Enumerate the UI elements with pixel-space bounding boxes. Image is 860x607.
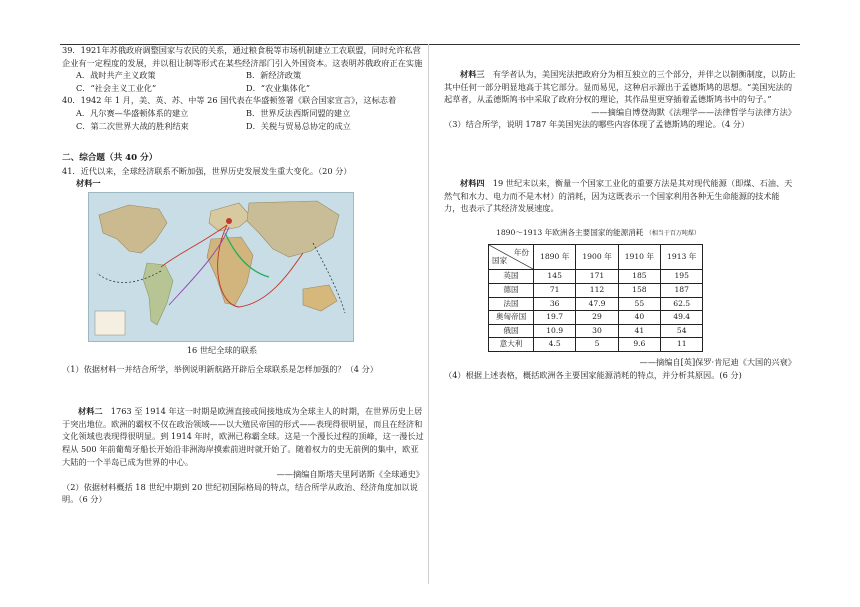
value-cell: 195	[661, 270, 703, 284]
value-cell: 112	[576, 283, 618, 297]
table-row	[489, 283, 703, 297]
material1-label: 材料一	[76, 178, 101, 189]
value-cell: 158	[618, 283, 660, 297]
material4-paragraph	[444, 177, 796, 215]
material3-text: 有学者认为，美国宪法把政府分为相互独立的三个部分，并伴之以制衡制度，以防止其中任何一部分明显地高于其它部分。显而易见，这种启示源出于孟德斯鸠的思想。“美国宪法的起草者，从孟德斯鸠书中采取了政府分权的理论，其作品里更穿插着孟德斯鸠书中的句子。”	[444, 69, 796, 105]
q39-options	[62, 69, 424, 94]
map-caption: 16 世纪全球的联系	[186, 344, 258, 355]
year-header: 1913 年	[661, 245, 703, 270]
table-corner	[489, 245, 534, 270]
table-row	[489, 324, 703, 338]
q41-part1: （1）依据材料一并结合所学，举例说明新航路开辟后全球联系是怎样加强的？（4 分）	[62, 363, 378, 374]
left-column	[62, 44, 424, 506]
value-cell: 47.9	[576, 297, 618, 311]
material3-paragraph	[444, 68, 796, 106]
country-cell: 德国	[489, 283, 534, 297]
material2-paragraph	[62, 405, 424, 468]
q40-stem: 40．1942 年 1 月，美、英、苏、中等 26 国代表在华盛顿签署《联合国家宣言》，这标志着	[62, 95, 397, 106]
value-cell: 30	[576, 324, 618, 338]
corner-year-label: 年份	[513, 248, 529, 258]
table-source: ——摘编自[英]保罗·肯尼迪《大国的兴衰》	[639, 356, 796, 367]
value-cell: 185	[618, 270, 660, 284]
q40-option-b: B．世界反法西斯同盟的建立	[246, 107, 351, 118]
table-row	[489, 297, 703, 311]
q39-option-b: B．新经济政策	[246, 70, 302, 81]
section-title: 二、综合题（共 40 分）	[62, 153, 158, 164]
table-title: 1890～1913 年欧洲各主要国家的能源消耗	[496, 227, 644, 237]
table-unit: （相当于百万吨煤）	[645, 229, 700, 237]
material4-text: 19 世纪末以来，衡量一个国家工业化的重要方法是其对现代能源（即煤、石油、天然气和水力、电力而不是木材）的消耗，因为这既表示一个国家利用各种无生命能源的技术能力，也表示了其经济发展速度。	[444, 177, 793, 214]
country-cell: 俄国	[489, 324, 534, 338]
country-cell: 奥匈帝国	[489, 311, 534, 325]
world-map-graphic	[89, 193, 353, 341]
value-cell: 9.6	[618, 338, 660, 352]
q41-part2: （2）依据材料概括 18 世纪中期到 20 世纪初国际格局的特点，结合所学从政治、经济角度加以说明。（6 分）	[62, 481, 418, 505]
table-header-row	[489, 245, 703, 270]
value-cell: 55	[618, 297, 660, 311]
right-column	[444, 60, 796, 381]
value-cell: 5	[576, 338, 618, 352]
value-cell: 41	[618, 324, 660, 338]
value-cell: 11	[661, 338, 703, 352]
q41-part4: （4）根据上述表格，概括欧洲各主要国家能源消耗的特点，并分析其原因。(6 分)	[444, 369, 742, 380]
table-row	[489, 311, 703, 325]
q39-option-d: D．“农业集体化”	[246, 82, 311, 93]
value-cell: 4.5	[534, 338, 576, 352]
q40-option-d: D．关税与贸易总协定的成立	[246, 120, 351, 131]
material4-label: 材料四	[460, 177, 485, 188]
value-cell: 19.7	[534, 311, 576, 325]
value-cell: 71	[534, 283, 576, 297]
q39-stem: 39．1921年苏俄政府调整国家与农民的关系，通过粮食税等市场机制建立工农联盟，同时允许私营企业有一定程度的发展，并以租让制等形式在某些经济部门引入外国资本。这表明苏俄政府正在实施	[62, 45, 423, 68]
corner-country-label: 国家	[492, 255, 508, 265]
year-header: 1900 年	[576, 245, 618, 270]
q39-option-c: C．“社会主义工业化”	[76, 82, 157, 93]
value-cell: 54	[661, 324, 703, 338]
value-cell: 49.4	[661, 311, 703, 325]
country-cell: 法国	[489, 297, 534, 311]
q40-option-c: C．第二次世界大战的胜利结束	[76, 120, 189, 131]
value-cell: 36	[534, 297, 576, 311]
q40-options	[62, 107, 424, 132]
value-cell: 40	[618, 311, 660, 325]
material3-label: 材料三	[460, 69, 485, 79]
value-cell: 171	[576, 270, 618, 284]
value-cell: 29	[576, 311, 618, 325]
year-header: 1910 年	[618, 245, 660, 270]
value-cell: 62.5	[661, 297, 703, 311]
value-cell: 10.9	[534, 324, 576, 338]
table-row	[489, 270, 703, 284]
country-cell: 英国	[489, 270, 534, 284]
world-map-image	[88, 192, 354, 342]
q39-option-a: A．战时共产主义政策	[76, 70, 156, 81]
material2-source: ——摘编自斯塔夫里阿诺斯《全球通史》	[276, 469, 424, 480]
energy-table	[488, 244, 703, 352]
material2-label: 材料二	[78, 406, 103, 417]
material2-text: 1763 至 1914 年这一时期是欧洲直接或间接地成为全球主人的时期，在世界历史上居于突出地位。欧洲的霸权不仅在政治领域——以大殖民帝国的形式——表现得很明显，而且在经济和文化领域也表现得很明显。到 1914 年时，欧洲已称霸全球。这是一个漫长过程的顶峰，这一漫长过程从 500 年前葡萄牙船长开始沿非洲海岸摸索前进时就开始了。随着权力的史无前例的集中，欧亚大陆的一个半岛已成为世界的中心。	[62, 406, 424, 467]
table-title-line	[496, 227, 796, 241]
value-cell: 145	[534, 270, 576, 284]
column-divider	[428, 44, 429, 584]
value-cell: 187	[661, 283, 703, 297]
q41-part3: （3）结合所学，说明 1787 年美国宪法的哪些内容体现了孟德斯鸠的理论。（4 分）	[444, 119, 750, 130]
country-cell: 意大利	[489, 338, 534, 352]
table-row	[489, 338, 703, 352]
q41-stem: 41．近代以来，全球经济联系不断加强，世界历史发展发生重大变化。（20 分）	[62, 165, 352, 176]
year-header: 1890 年	[534, 245, 576, 270]
material3-source: ——摘编自博登海默《法理学——法律哲学与法律方法》	[591, 106, 796, 117]
q40-option-a: A．凡尔赛—华盛顿体系的建立	[76, 107, 189, 118]
